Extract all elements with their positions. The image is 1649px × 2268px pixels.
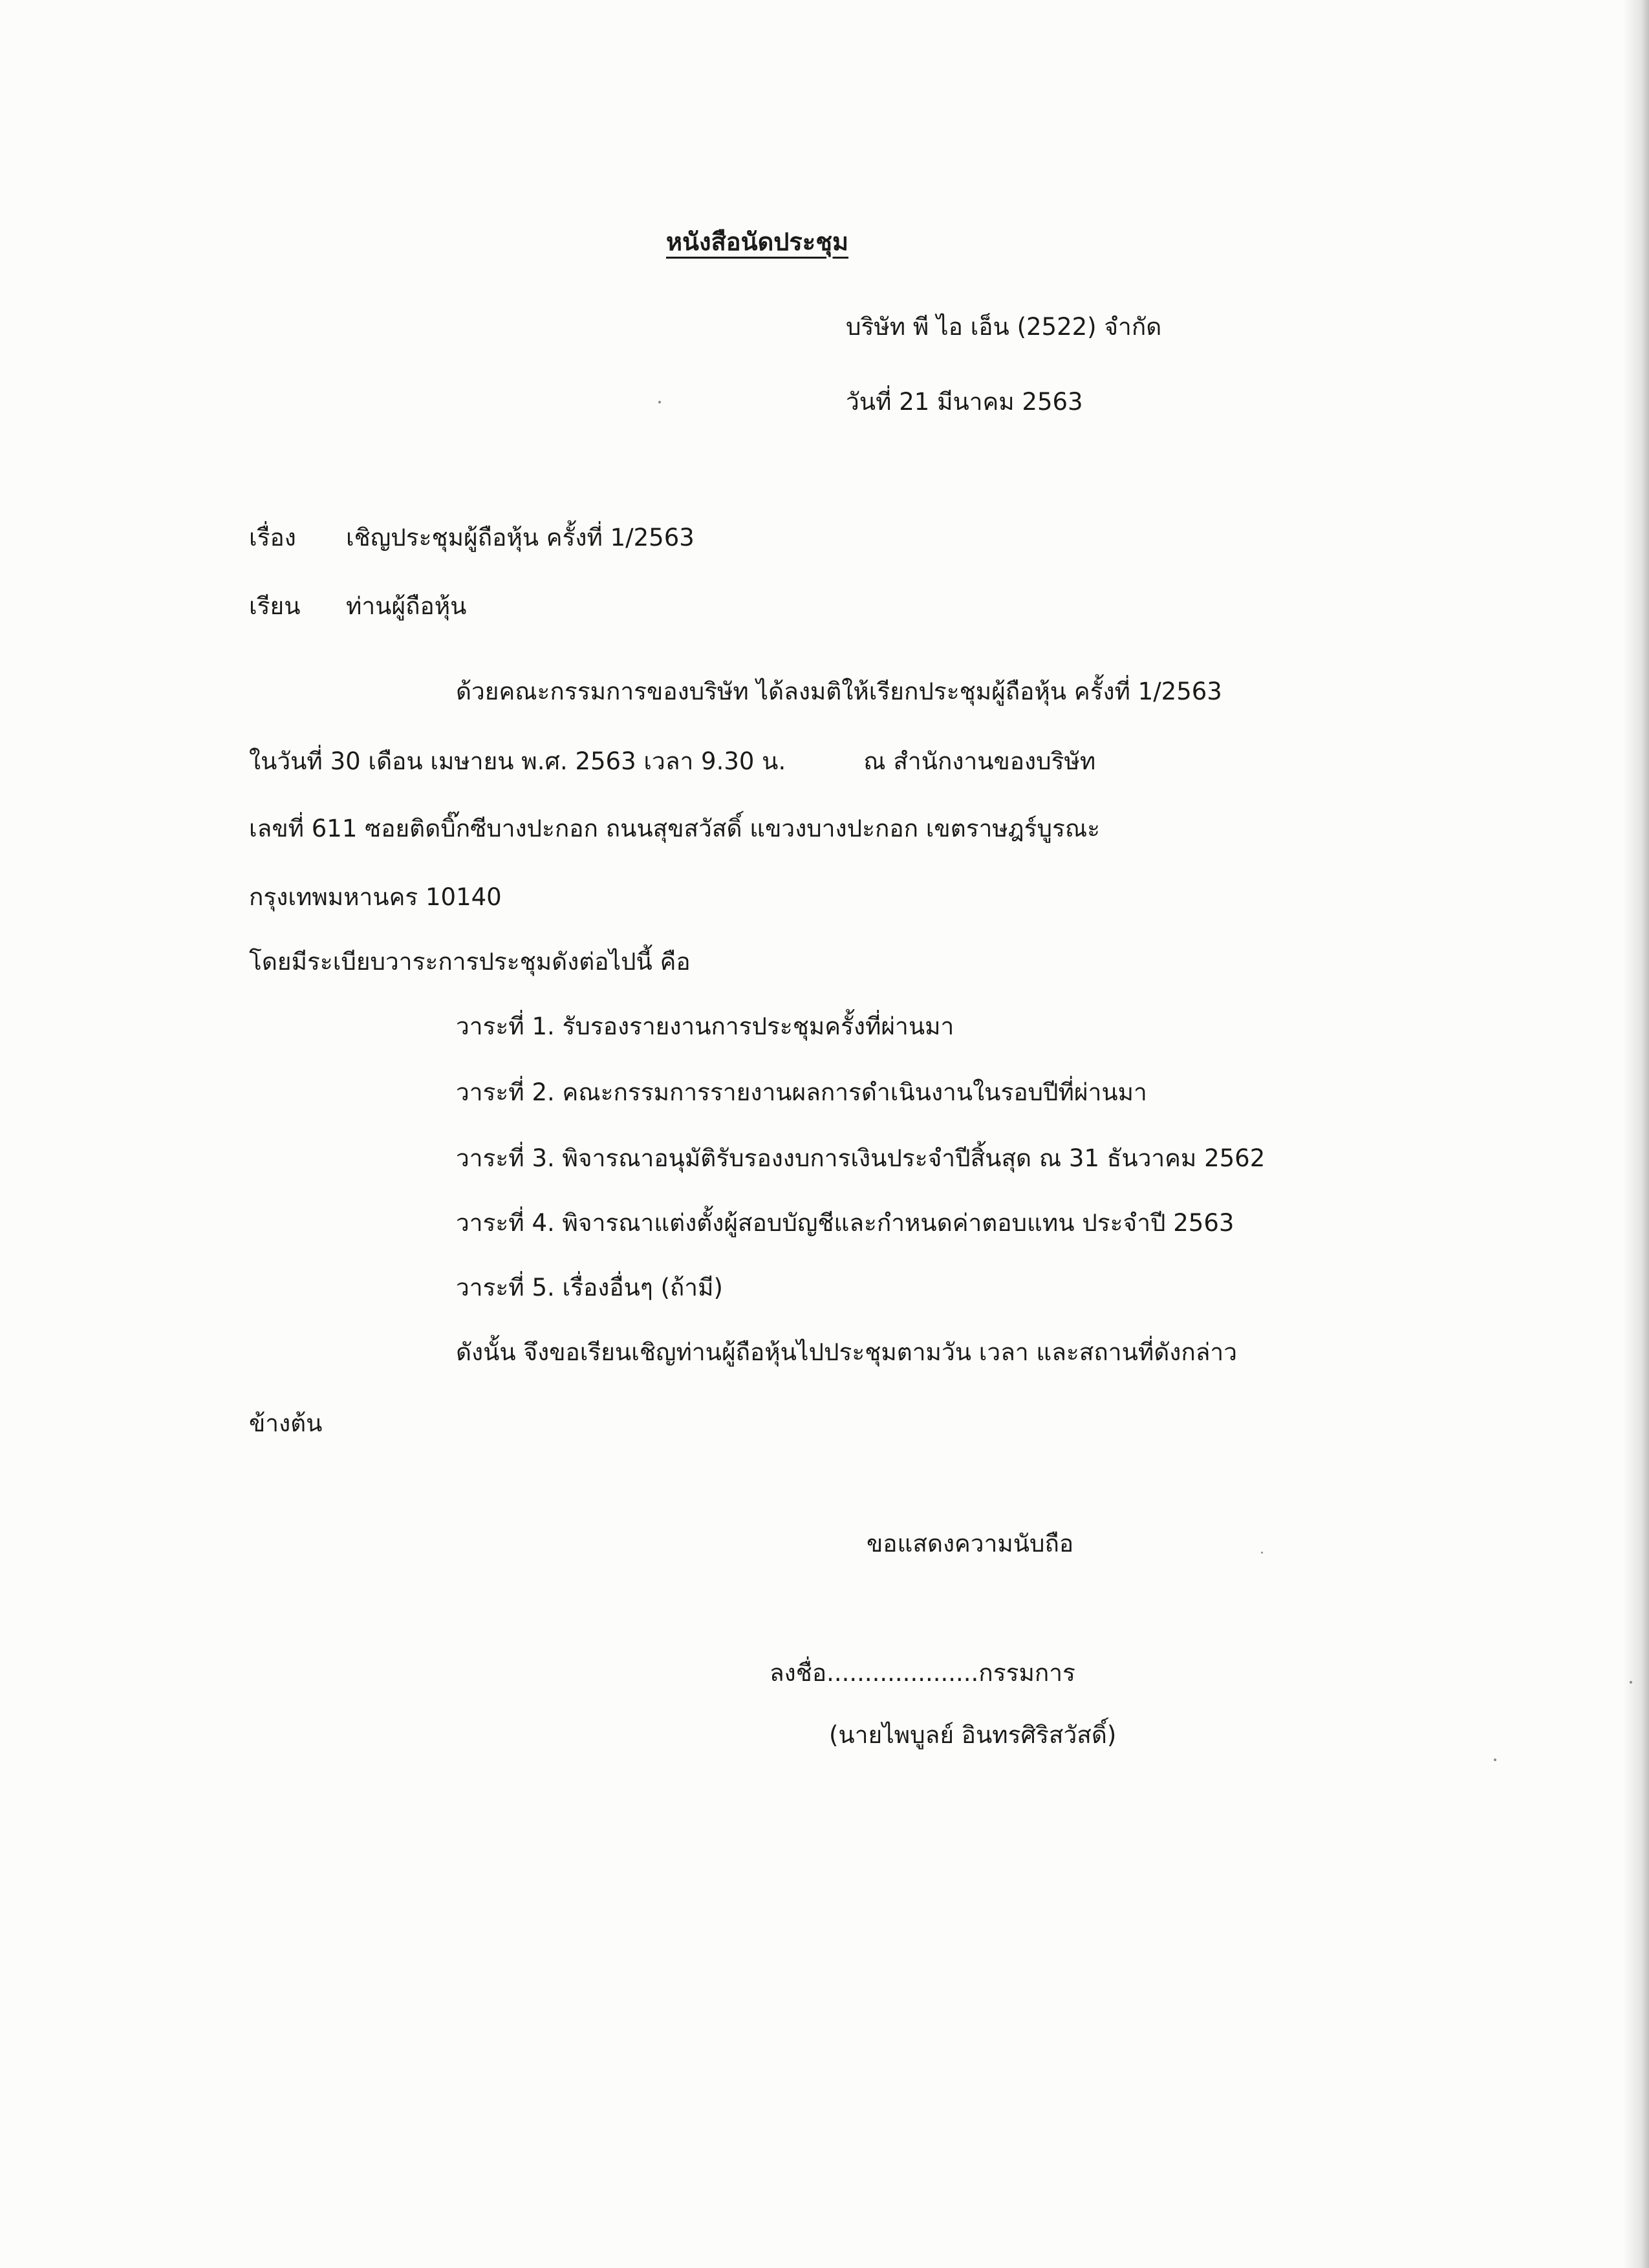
recipient-text: ท่านผู้ถือหุ้น [346,592,467,620]
closing-line-1: ดังนั้น จึงขอเรียนเชิญท่านผู้ถือหุ้นไปประชุมตามวัน เวลา และสถานที่ดังกล่าว [456,1338,1237,1366]
recipient-line [249,592,466,621]
agenda-item-2: วาระที่ 2. คณะกรรมการรายงานผลการดำเนินงานในรอบปีที่ผ่านมา [456,1078,1147,1106]
agenda-item-3: วาระที่ 3. พิจารณาอนุมัติรับรองงบการเงินประจำปีสิ้นสุด ณ 31 ธันวาคม 2562 [456,1144,1266,1172]
subject-line [249,524,695,552]
agenda-item-5: วาระที่ 5. เรื่องอื่นๆ (ถ้ามี) [456,1274,723,1301]
scan-speck [1494,1759,1496,1761]
scan-speck [1261,1552,1263,1554]
meeting-place: ณ สำนักงานของบริษัท [863,747,1096,775]
body-line-4: กรุงเทพมหานคร 10140 [249,883,502,911]
company-name: บริษัท พี ไอ เอ็น (2522) จำกัด [846,313,1162,341]
document-title: หนังสือนัดประชุม [666,228,849,256]
document-date: วันที่ 21 มีนาคม 2563 [846,388,1083,416]
subject-text: เชิญประชุมผู้ถือหุ้น ครั้งที่ 1/2563 [346,524,695,551]
body-line-2 [249,747,1095,776]
scan-speck [658,401,661,403]
scan-edge-shadow [1623,0,1649,2268]
body-line-3: เลขที่ 611 ซอยติดบิ๊กซีบางปะกอก ถนนสุขสวัสดิ์ แขวงบางปะกอก เขตราษฎร์บูรณะ [249,815,1101,842]
body-line-1: ด้วยคณะกรรมการของบริษัท ได้ลงมติให้เรียกประชุมผู้ถือหุ้น ครั้งที่ 1/2563 [456,678,1222,705]
agenda-item-4: วาระที่ 4. พิจารณาแต่งตั้งผู้สอบบัญชีและกำหนดค่าตอบแทน ประจำปี 2563 [456,1209,1234,1237]
regards-text: ขอแสดงความนับถือ [867,1530,1074,1557]
agenda-intro: โดยมีระเบียบวาระการประชุมดังต่อไปนี้ คือ [249,948,691,976]
signer-name: (นายไพบูลย์ อินทรศิริสวัสดิ์) [829,1721,1117,1749]
recipient-label: เรียน [249,592,301,620]
signature-line: ลงชื่อ....................กรรมการ [770,1659,1075,1687]
subject-label: เรื่อง [249,524,296,551]
closing-line-2: ข้างต้น [249,1409,323,1437]
agenda-item-1: วาระที่ 1. รับรองรายงานการประชุมครั้งที่ผ่านมา [456,1012,954,1040]
meeting-datetime: ในวันที่ 30 เดือน เมษายน พ.ศ. 2563 เวลา 9.30 น. [249,747,786,775]
scan-speck [1630,1681,1632,1684]
